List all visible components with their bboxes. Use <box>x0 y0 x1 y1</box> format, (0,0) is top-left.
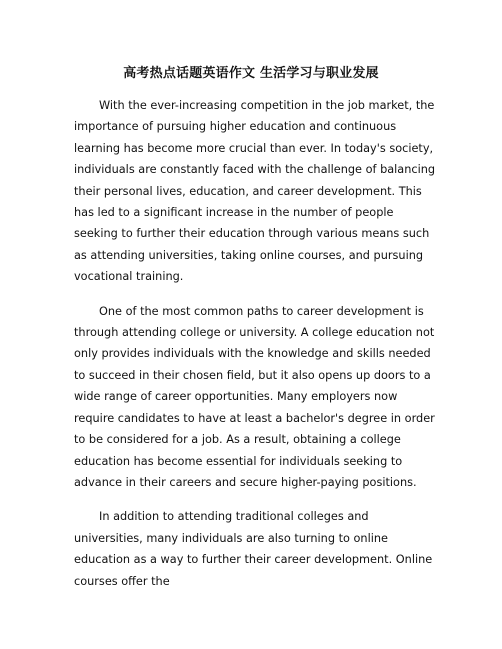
paragraph-3: In addition to attending traditional colleges and universities, many individuals are also turning to online education as a way to further their career development. Online courses offer the <box>74 510 433 588</box>
paragraph-2: One of the most common paths to career development is through attending college or university. A college education not only provides individuals with the knowledge and skills needed to succeed in their chosen field, but it also opens up doors to a wide range of career opportunities. Many employers now require candidates to have at least a bachelor's degree in order to be considered for a job. As a result, obtaining a college education has become essential for individuals seeking to advance in their careers and secure higher-paying positions. <box>74 304 435 489</box>
document-body <box>74 95 438 605</box>
paragraph-1: With the ever-increasing competition in the job market, the importance of pursuing higher education and continuous learning has become more crucial than ever. In today's society, individuals are constantly faced with the challenge of balancing their personal lives, education, and career development. This has led to a significant increase in the number of people seeking to further their education through various means such as attending universities, taking online courses, and pursuing vocational training. <box>74 99 436 284</box>
document-title: 高考热点话题英语作文 生活学习与职业发展 <box>123 66 379 81</box>
